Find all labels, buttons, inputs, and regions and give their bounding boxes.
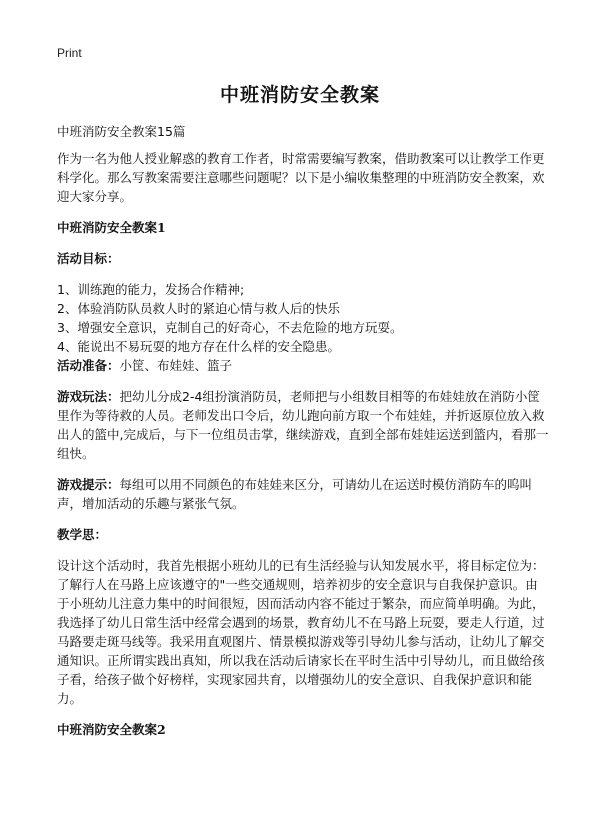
tip-text: 每组可以用不同颜色的布娃娃来区分，可请幼儿在运送时模仿消防车的呜叫声，增加活动的乐趣与紧张气氛。 <box>57 477 533 511</box>
goal-item: 1、训练跑的能力，发扬合作精神; <box>57 282 245 297</box>
section-heading-1: 中班消防安全教案1 <box>57 220 166 235</box>
goal-item: 4、能说出不易玩耍的地方存在什么样的安全隐患。 <box>57 339 340 354</box>
section-heading-2: 中班消防安全教案2 <box>57 722 166 737</box>
goals-label: 活动目标： <box>57 251 120 266</box>
play-paragraph <box>57 387 549 463</box>
print-link[interactable]: Print <box>57 46 82 60</box>
tip-label: 游戏提示： <box>57 477 120 492</box>
prep-label: 活动准备： <box>57 358 120 373</box>
tip-paragraph <box>57 475 549 513</box>
play-text: 把幼儿分成2-4组扮演消防员，老师把与小组数目相等的布娃娃放在消防小筐里作为等待救的人员。老师发出口令后，幼儿跑向前方取一个布娃娃，并折返原位放入救出人的篮中,完成后，与下一位组员击掌，继续游戏，直到全部布娃娃运送到篮内，看那一组快。 <box>57 389 549 461</box>
subtitle: 中班消防安全教案15篇 <box>57 124 186 139</box>
goal-item: 2、体验消防队员救人时的紧迫心情与救人后的快乐 <box>57 301 340 316</box>
intro-paragraph: 作为一名为他人授业解惑的教育工作者，时常需要编写教案，借助教案可以让教学工作更科学化。那么写教案需要注意哪些问题呢？以下是小编收集整理的中班消防安全教案，欢迎大家分享。 <box>57 151 545 204</box>
document-title: 中班消防安全教案 <box>219 84 380 106</box>
reflection-paragraph: 设计这个活动时，我首先根据小班幼儿的已有生活经验与认知发展水平，将目标定位为：了解行人在马路上应该遵守的"一些交通规则，培养初步的安全意识与自我保护意识。由于小班幼儿注意力集中的时间很短，因而活动内容不能过于繁杂，而应简单明确。为此，我选择了幼儿日常生活中经常会遇到的场景，教育幼儿不在马路上玩耍，要走人行道，过马路要走斑马线等。我采用直观图片、情景模拟游戏等引导幼儿参与活动，让幼儿了解交通知识。正所谓实践出真知，所以我在活动后请家长在平时生活中引导幼儿，而且做给孩子看，给孩子做个好榜样，实现家园共育，以增强幼儿的安全意识、自我保护意识和能力。 <box>57 558 545 706</box>
play-label: 游戏玩法： <box>57 389 120 404</box>
goal-item: 3、增强安全意识，克制自己的好奇心，不去危险的地方玩耍。 <box>57 320 403 335</box>
document-body <box>57 122 549 739</box>
reflection-label: 教学思： <box>57 527 108 542</box>
prep-paragraph <box>57 356 549 375</box>
prep-text: 小筐、布娃娃、篮子 <box>119 358 233 373</box>
